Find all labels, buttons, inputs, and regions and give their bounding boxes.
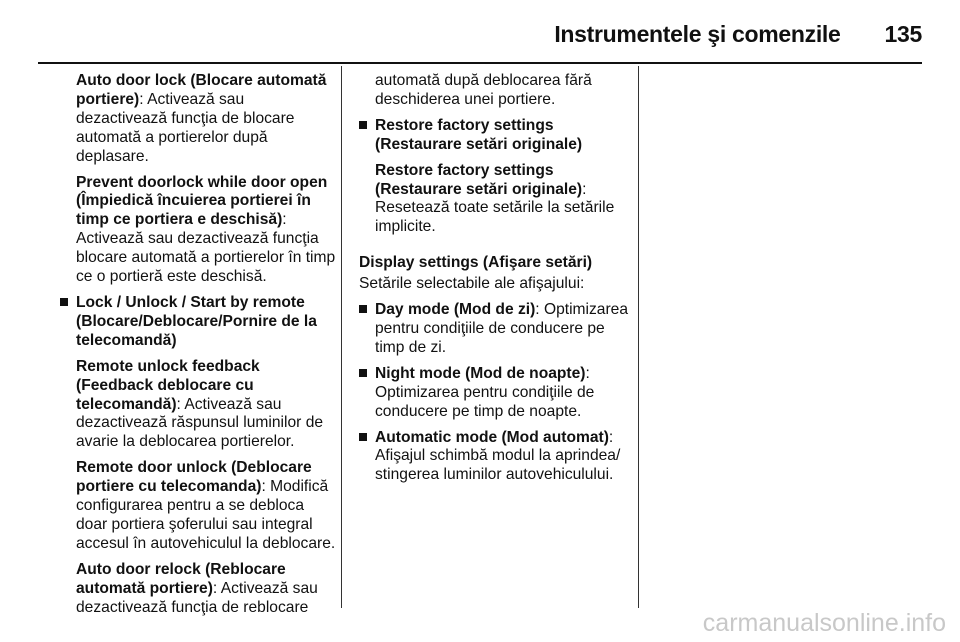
automatic-mode-label: Automatic mode (Mod automat) xyxy=(375,428,609,446)
prevent-doorlock-heading: Prevent doorlock while door open (Împiedică încuierea portierei în timp ce portiera e deschisă) xyxy=(76,173,328,229)
auto-door-relock-entry xyxy=(76,561,338,618)
right-column xyxy=(359,72,631,492)
lock-unlock-list-item xyxy=(60,294,338,351)
auto-door-relock-heading: Auto door relock (Reblocare automată portiere) xyxy=(76,560,286,597)
auto-door-lock-entry xyxy=(76,72,338,167)
relock-continuation: automată după deblocarea fără deschiderea unei portiere. xyxy=(375,72,592,108)
prevent-doorlock-entry xyxy=(76,174,338,287)
auto-door-relock-text: : Activează sau dezactivează funcţia de reblocare xyxy=(76,579,318,616)
remote-unlock-feedback-text: : Activează sau dezactivează răspunsul luminilor de avarie la deblocarea portierelor. xyxy=(76,395,324,451)
restore-factory-list-item xyxy=(359,117,631,155)
display-settings-intro: Setările selectabile ale afişajului: xyxy=(359,275,585,293)
column-divider-left xyxy=(341,66,342,608)
lock-unlock-label: Lock / Unlock / Start by remote (Blocare/Deblocare/Pornire de la telecomandă) xyxy=(76,293,317,349)
day-mode-list-item xyxy=(359,301,631,358)
day-mode-label: Day mode (Mod de zi) xyxy=(375,301,536,319)
auto-door-lock-heading: Auto door lock (Blocare automată portiere) xyxy=(76,72,327,108)
restore-factory-heading: Restore factory settings (Restaurare setări originale) xyxy=(375,161,583,198)
remote-door-unlock-entry xyxy=(76,459,338,554)
restore-factory-text: : Resetează toate setările la setările implicite. xyxy=(375,180,615,236)
display-settings-heading: Display settings (Afişare setări) xyxy=(359,254,593,272)
night-mode-label: Night mode (Mod de noapte) xyxy=(375,364,586,382)
night-mode-list-item xyxy=(359,365,631,422)
remote-unlock-feedback-entry xyxy=(76,358,338,453)
remote-door-unlock-heading: Remote door unlock (Deblocare portiere cu telecomanda) xyxy=(76,459,312,496)
header-rule xyxy=(38,62,922,64)
page-header xyxy=(0,14,922,54)
automatic-mode-text: : Afişajul schimbă modul la aprindea/ stingerea luminilor autovehiculului. xyxy=(375,428,621,484)
day-mode-text: : Optimizarea pentru condiţiile de conducere pe timp de zi. xyxy=(375,301,629,356)
page-title: Instrumentele şi comenzile xyxy=(554,20,841,47)
watermark: carmanualsonline.info xyxy=(702,609,946,637)
page-number: 135 xyxy=(884,20,922,47)
night-mode-text: : Optimizarea pentru condiţiile de conducere pe timp de noapte. xyxy=(375,364,595,420)
prevent-doorlock-text: : Activează sau dezactivează funcţia blocare automată a portierelor în timp ce o portieră este deschisă. xyxy=(76,211,336,286)
left-column xyxy=(76,72,338,624)
column-divider-right xyxy=(638,66,639,608)
restore-factory-entry xyxy=(359,162,631,238)
remote-unlock-feedback-heading: Remote unlock feedback (Feedback deblocare cu telecomandă) xyxy=(76,357,260,413)
automatic-mode-list-item xyxy=(359,429,631,486)
remote-door-unlock-text: : Modifică configurarea pentru a se debloca doar portiera şoferului sau integral accesul în autovehiculul la deblocare. xyxy=(76,478,336,552)
restore-factory-label: Restore factory settings (Restaurare setări originale) xyxy=(375,116,583,153)
auto-door-lock-text: : Activează sau dezactivează funcţia de blocare automată a portierelor după deplasare. xyxy=(76,90,295,165)
